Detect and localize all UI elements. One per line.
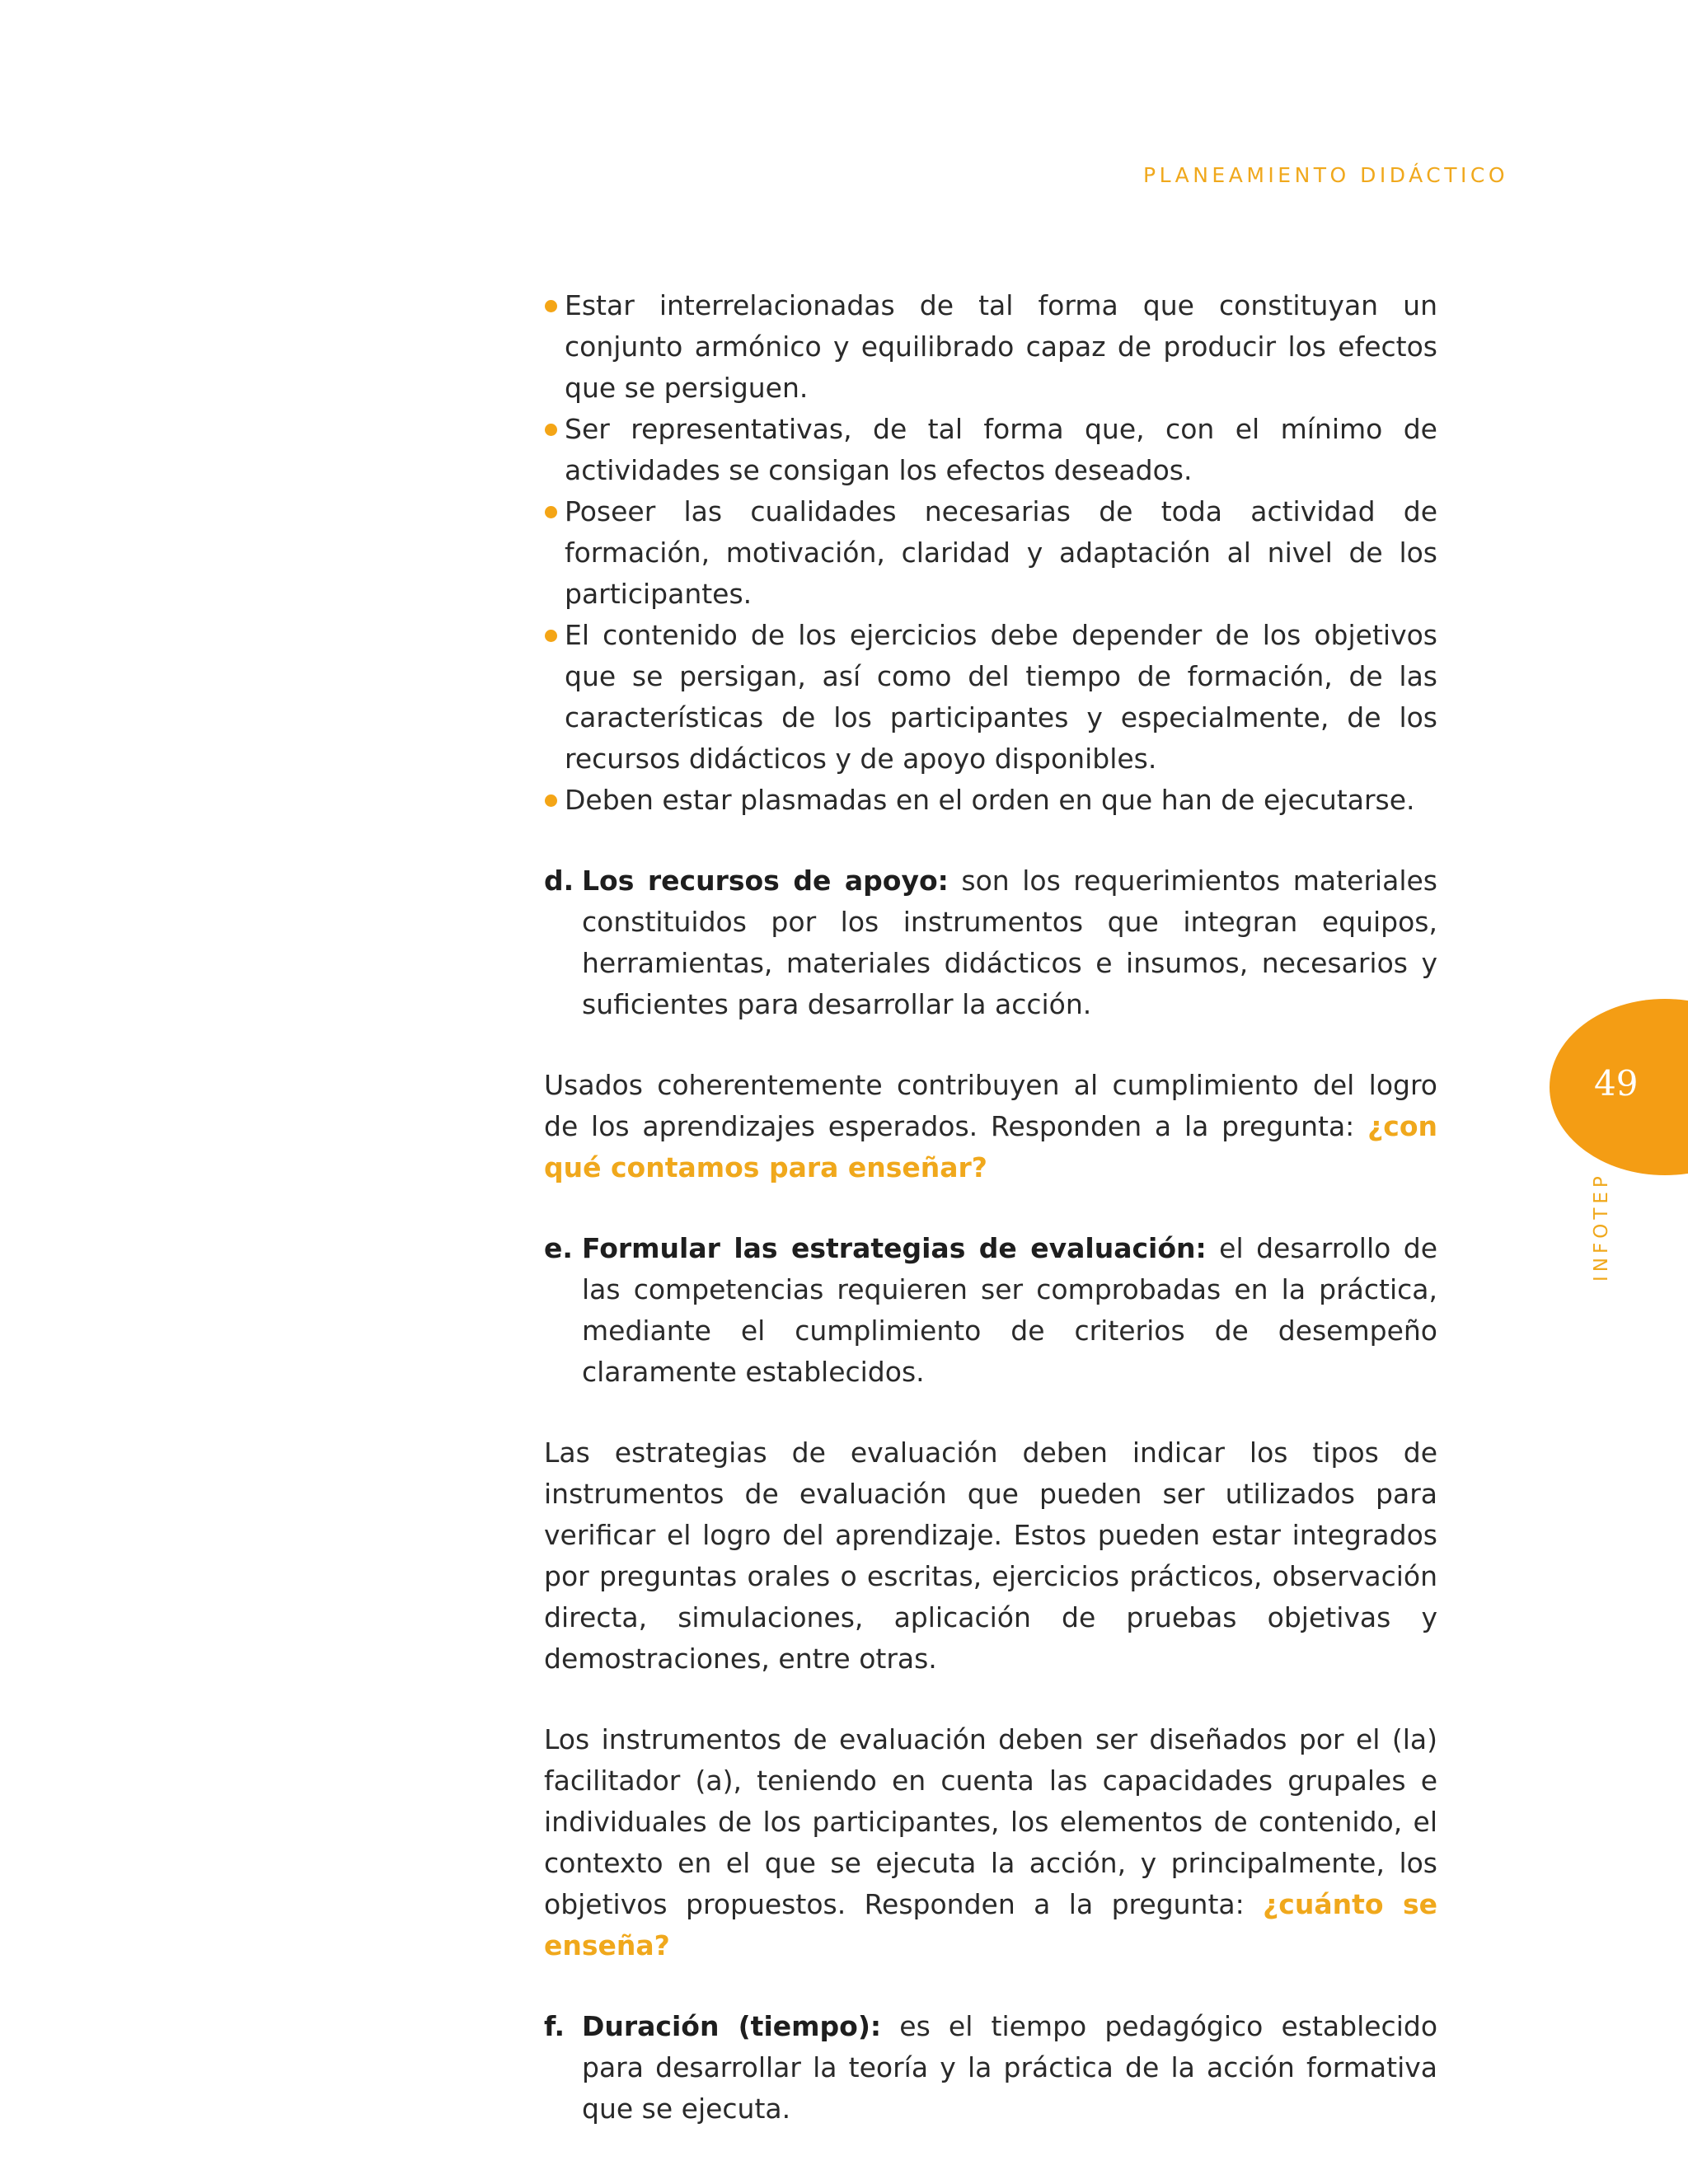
question-highlight: ¿cuánto se enseña?	[544, 1888, 1437, 1961]
item-text: es el tiempo pedagógico establecido para desarrollar la teoría y la práctica de la acción formativa que se ejecuta.	[582, 2010, 1438, 2125]
bullet-list	[544, 285, 1437, 821]
bullet-text: Ser representativas, de tal forma que, con el mínimo de actividades se consigan los efectos deseados.	[565, 413, 1437, 486]
item-f	[544, 2006, 1437, 2130]
page-content	[544, 285, 1437, 2130]
list-item	[544, 285, 1437, 409]
item-text: el desarrollo de las competencias requieren ser comprobadas en la práctica, mediante el cumplimiento de criterios de desempeño claramente establecidos.	[582, 1232, 1437, 1388]
bullet-icon	[545, 300, 557, 312]
list-item	[544, 780, 1437, 821]
paragraph-text: Los instrumentos de evaluación deben ser diseñados por el (la) facilitador (a), teniendo en cuenta las capacidades grupales e individuales de los participantes, los elementos de contenido, el contexto en el que se ejecuta la acción, y principalmente, los objetivos propuestos. Responden a la pregunta:	[544, 1723, 1437, 1920]
question-highlight: ¿con qué contamos para enseñar?	[544, 1110, 1437, 1183]
side-label: INFOTEP	[1591, 1172, 1612, 1282]
bullet-text: Poseer las cualidades necesarias de toda actividad de formación, motivación, claridad y adaptación al nivel de los participantes.	[565, 495, 1437, 610]
list-item	[544, 615, 1437, 780]
paragraph-instrumentos	[544, 1719, 1437, 1966]
item-text: son los requerimientos materiales constituidos por los instrumentos que integran equipos, herramientas, materiales didácticos e insumos, necesarios y suficientes para desarrollar la acción.	[582, 865, 1437, 1020]
item-d	[544, 860, 1437, 1025]
bullet-icon	[545, 630, 557, 642]
item-term: Los recursos de apoyo:	[582, 865, 949, 897]
bullet-icon	[545, 506, 557, 518]
bullet-icon	[545, 794, 557, 807]
paragraph-estrategias: Las estrategias de evaluación deben indicar los tipos de instrumentos de evaluación que pueden ser utilizados para verificar el logro del aprendizaje. Estos pueden estar integrados por preguntas orales o escritas, ejercicios prácticos, observación directa, simulaciones, aplicación de pruebas objetivas y demostraciones, entre otras.	[544, 1436, 1437, 1675]
page-number: 49	[1594, 1063, 1639, 1104]
item-letter: f.	[544, 2010, 565, 2042]
bullet-text: El contenido de los ejercicios debe depender de los objetivos que se persigan, así como del tiempo de formación, de las características de los participantes y especialmente, de los recursos didácticos y de apoyo disponibles.	[565, 619, 1437, 775]
bullet-text: Deben estar plasmadas en el orden en que han de ejecutarse.	[565, 784, 1415, 816]
item-term: Formular las estrategias de evaluación:	[582, 1232, 1207, 1264]
running-header: PLANEAMIENTO DIDÁCTICO	[1143, 163, 1508, 187]
paragraph-text: Usados coherentemente contribuyen al cumplimiento del logro de los aprendizajes esperados. Responden a la pregunta:	[544, 1069, 1437, 1142]
item-letter: e.	[544, 1232, 573, 1264]
list-item	[544, 491, 1437, 615]
bullet-icon	[545, 424, 557, 436]
item-term: Duración (tiempo):	[582, 2010, 882, 2042]
paragraph-usados	[544, 1065, 1437, 1188]
item-e	[544, 1228, 1437, 1393]
bullet-text: Estar interrelacionadas de tal forma que constituyan un conjunto armónico y equilibrado capaz de producir los efectos que se persiguen.	[565, 289, 1437, 404]
item-letter: d.	[544, 865, 574, 897]
list-item	[544, 409, 1437, 491]
